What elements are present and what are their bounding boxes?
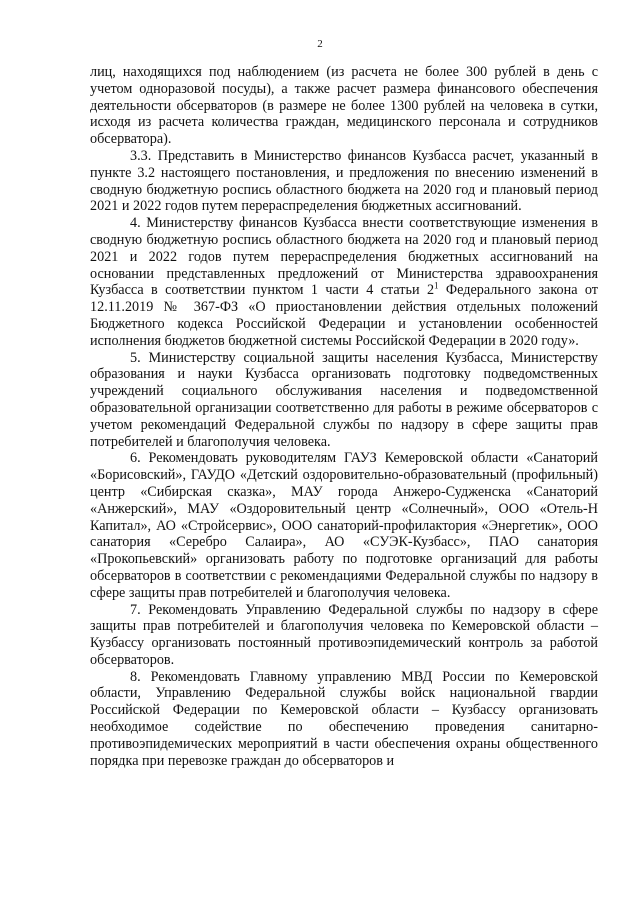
paragraph-5: 5. Министерству социальной защиты населения Кузбасса, Министерству образования и науки Кузбасса организовать подготовку подведомственных учреждений социального обслуживания населения и подведомственной образовательной организации соответственно для работы в режиме обсерваторов с учетом рекомендаций Федеральной службы по надзору в сфере защиты прав потребителей и благополучия человека. xyxy=(90,349,598,450)
paragraph-6: 6. Рекомендовать руководителям ГАУЗ Кемеровской области «Санаторий «Борисовский», ГАУДО «Детский оздоровительно-образовательный (профильный) центр «Сибирская сказка», МАУ города Анжеро-Судженска «Санаторий «Анжерский», МАУ «Оздоровительный центр «Солнечный», ООО «Отель-Н Капитал», АО «Стройсервис», ООО санаторий-профилактория «Энергетик», ООО санатория «Серебро Салаира», АО «СУЭК-Кузбасс», ПАО санатория «Прокопьевский» организовать работу по подготовке организаций для работы обсерваторов в соответствии с рекомендациями Федеральной службы по надзору в сфере защиты прав потребителей и благополучия человека. xyxy=(90,450,598,601)
paragraph-4-superscript: 1 xyxy=(434,280,439,291)
paragraph-7: 7. Рекомендовать Управлению Федеральной службы по надзору в сфере защиты прав потребителей и благополучия человека по Кемеровской области – Кузбассу организовать постоянный противоэпидемический контроль за работой обсерваторов. xyxy=(90,601,598,668)
paragraph-4 xyxy=(90,215,598,349)
paragraph-3-3: 3.3. Представить в Министерство финансов Кузбасса расчет, указанный в пункте 3.2 настоящего постановления, и предложения по внесению изменений в сводную бюджетную роспись областного бюджета на 2020 год и плановый период 2021 и 2022 годов путем перераспределения бюджетных ассигнований. xyxy=(90,147,598,215)
paragraph-8: 8. Рекомендовать Главному управлению МВД России по Кемеровской области, Управлению Федеральной службы войск национальной гвардии Российской Федерации по Кемеровской области – Кузбассу организовать необходимое содействие по обеспечению проведения санитарно-противоэпидемических мероприятий в части обеспечения охраны общественного порядка при перевозке граждан до обсерваторов и xyxy=(90,668,598,769)
paragraph-continuation: лиц, находящихся под наблюдением (из расчета не более 300 рублей в день с учетом одноразовой посуды), а также расчет размера финансового обеспечения деятельности обсерваторов (в размере не более 1300 рублей на человека в сутки, исходя из расчета количества граждан, медицинского персонала и сотрудников обсерватора). xyxy=(90,64,598,148)
paragraph-4-text-b: Федерального закона от 12.11.2019 № 367-ФЗ «О приостановлении действия отдельных положений Бюджетного кодекса Российской Федерации и установлении особенностей исполнения бюджетов бюджетной системы Российской Федерации в 2020 году». xyxy=(90,282,598,349)
document-body xyxy=(90,64,598,769)
paragraph-4-text-a: 4. Министерству финансов Кузбасса внести соответствующие изменения в сводную бюджетную роспись областного бюджета на 2020 год и плановый период 2021 и 2022 годов путем перераспределения бюджетных ассигнований на основании представленных предложений от Министерства здравоохранения Кузбасса в соответствии пунктом 1 части 4 статьи 2 xyxy=(90,215,598,299)
page-number: 2 xyxy=(317,38,323,50)
